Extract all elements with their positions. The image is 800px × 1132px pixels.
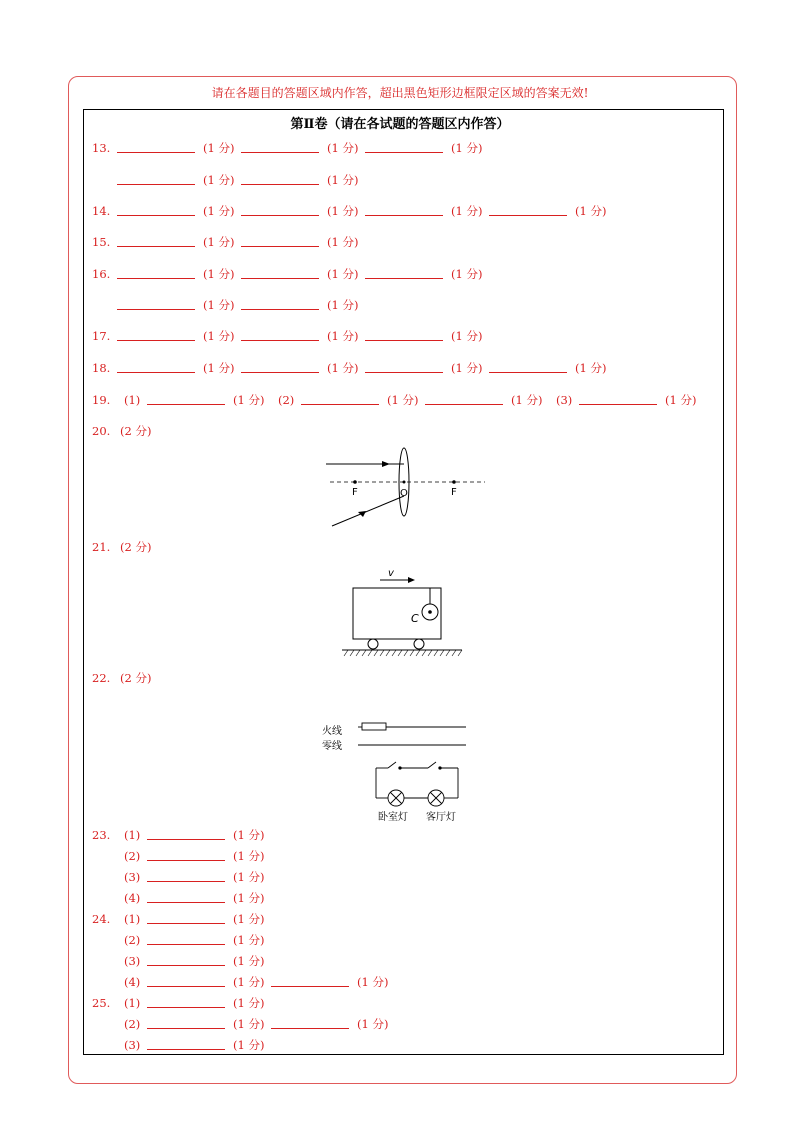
- ray-arrow-icon: [382, 461, 390, 467]
- bedroom-lamp-label: 卧室灯: [378, 812, 408, 823]
- points-label: (1 分): [665, 393, 697, 407]
- sub-question-label: (1): [124, 912, 141, 926]
- answer-blank[interactable]: [117, 234, 195, 251]
- focus-point-right: [452, 480, 456, 484]
- fuse: [362, 723, 386, 730]
- points-label: (1 分): [203, 141, 235, 155]
- points-label: (1 分): [233, 870, 265, 884]
- focus-label-right: F: [451, 487, 457, 498]
- question-23-row-3: [0, 869, 800, 885]
- live-wire-label: 火线: [322, 726, 342, 737]
- question-number: 18.: [92, 361, 111, 375]
- points-label: (1 分): [203, 204, 235, 218]
- sub-question-label: (2): [124, 849, 141, 863]
- answer-blank[interactable]: [147, 932, 225, 949]
- answer-blank[interactable]: [147, 974, 225, 991]
- answer-blank[interactable]: [117, 360, 195, 377]
- points-label: (1 分): [357, 975, 389, 989]
- neutral-wire-label: 零线: [322, 741, 342, 752]
- ray-arrow-icon: [358, 511, 366, 517]
- points-label: (1 分): [203, 329, 235, 343]
- lens-diagram: [320, 446, 490, 532]
- points-label: (1 分): [327, 298, 359, 312]
- answer-blank[interactable]: [147, 953, 225, 970]
- question-23-row-2: [0, 848, 800, 864]
- answer-blank[interactable]: [241, 328, 319, 345]
- wheel-right: [414, 639, 424, 649]
- points-label: (1 分): [575, 204, 607, 218]
- answer-blank[interactable]: [365, 328, 443, 345]
- answer-blank[interactable]: [147, 995, 225, 1012]
- points-label: (1 分): [233, 849, 265, 863]
- points-label: (1 分): [233, 1038, 265, 1052]
- sub-question-label: (2): [124, 933, 141, 947]
- question-24-row-2: [0, 932, 800, 948]
- points-label: (1 分): [327, 235, 359, 249]
- question-25-row-3: [0, 1037, 800, 1053]
- answer-blank[interactable]: [271, 1016, 349, 1033]
- sub-question-label: (4): [124, 891, 141, 905]
- sub-question-label: (3): [124, 870, 141, 884]
- points-label: (1 分): [203, 235, 235, 249]
- points-label: (1 分): [233, 393, 265, 407]
- points-label: (1 分): [387, 393, 419, 407]
- question-number: 16.: [92, 267, 111, 281]
- question-number: 15.: [92, 235, 111, 249]
- question-16-row: [0, 266, 800, 282]
- sub-question-label: (1): [124, 393, 141, 407]
- points-label: (1 分): [327, 361, 359, 375]
- points-label: (1 分): [451, 267, 483, 281]
- points-label: (1 分): [203, 267, 235, 281]
- answer-blank[interactable]: [365, 140, 443, 157]
- question-20-row: [0, 423, 800, 439]
- pendulum-pivot: [428, 610, 432, 614]
- answer-blank[interactable]: [147, 869, 225, 886]
- question-number: 20.: [92, 424, 111, 438]
- points-label: (2 分): [120, 671, 152, 685]
- answer-blank[interactable]: [365, 266, 443, 283]
- answer-blank[interactable]: [301, 392, 379, 409]
- answer-blank[interactable]: [241, 360, 319, 377]
- question-number: 13.: [92, 141, 111, 155]
- question-15-row: [0, 234, 800, 250]
- answer-blank[interactable]: [579, 392, 657, 409]
- bedroom-lamp-icon: [388, 790, 404, 806]
- question-21-row: [0, 539, 800, 555]
- wheel-left: [368, 639, 378, 649]
- answer-blank[interactable]: [271, 974, 349, 991]
- answer-notice: 请在各题目的答题区域内作答，超出黑色矩形边框限定区域的答案无效!: [211, 86, 589, 100]
- circuit-diagram: [320, 718, 470, 824]
- points-label: (1 分): [327, 141, 359, 155]
- question-number: 23.: [92, 828, 111, 842]
- points-label: (1 分): [327, 173, 359, 187]
- points-label: (1 分): [357, 1017, 389, 1031]
- question-24-row-1: [0, 911, 800, 927]
- question-25-row-1: [0, 995, 800, 1011]
- question-23-row-1: [0, 827, 800, 843]
- question-number: 14.: [92, 204, 111, 218]
- points-label: (1 分): [575, 361, 607, 375]
- answer-blank[interactable]: [147, 848, 225, 865]
- living-room-lamp-icon: [428, 790, 444, 806]
- points-label: (1 分): [511, 393, 543, 407]
- question-23-row-4: [0, 890, 800, 906]
- question-14-row: [0, 203, 800, 219]
- answer-blank[interactable]: [147, 911, 225, 928]
- points-label: (1 分): [451, 329, 483, 343]
- sub-question-label: (3): [556, 393, 573, 407]
- question-number: 22.: [92, 671, 111, 685]
- point-c-label: C: [411, 612, 419, 625]
- sub-question-label: (1): [124, 996, 141, 1010]
- sub-question-label: (4): [124, 975, 141, 989]
- question-24-row-4: [0, 974, 800, 990]
- points-label: (2 分): [120, 540, 152, 554]
- question-number: 24.: [92, 912, 111, 926]
- points-label: (1 分): [203, 361, 235, 375]
- question-17-row: [0, 328, 800, 344]
- sub-question-label: (1): [124, 828, 141, 842]
- question-24-row-3: [0, 953, 800, 969]
- points-label: (1 分): [233, 933, 265, 947]
- question-16-row-2: [0, 297, 800, 313]
- ground-hatching: [344, 650, 462, 656]
- cart-body: [353, 588, 441, 639]
- answer-blank[interactable]: [147, 392, 225, 409]
- points-label: (1 分): [233, 975, 265, 989]
- points-label: (2 分): [120, 424, 152, 438]
- answer-blank[interactable]: [117, 266, 195, 283]
- sub-question-label: (3): [124, 1038, 141, 1052]
- incident-ray-oblique: [332, 496, 404, 526]
- points-label: (1 分): [233, 912, 265, 926]
- answer-blank[interactable]: [241, 234, 319, 251]
- points-label: (1 分): [327, 204, 359, 218]
- answer-blank[interactable]: [241, 297, 319, 314]
- answer-blank[interactable]: [241, 140, 319, 157]
- question-number: 17.: [92, 329, 111, 343]
- answer-blank[interactable]: [117, 328, 195, 345]
- points-label: (1 分): [451, 204, 483, 218]
- answer-blank[interactable]: [489, 360, 567, 377]
- answer-blank[interactable]: [147, 1016, 225, 1033]
- center-label: O: [400, 488, 408, 499]
- answer-blank[interactable]: [241, 203, 319, 220]
- question-number: 21.: [92, 540, 111, 554]
- question-18-row: [0, 360, 800, 376]
- answer-blank[interactable]: [241, 266, 319, 283]
- sub-question-label: (2): [124, 1017, 141, 1031]
- question-22-row: [0, 670, 800, 686]
- points-label: (1 分): [233, 954, 265, 968]
- velocity-label: v: [388, 568, 394, 579]
- living-room-lamp-label: 客厅灯: [426, 812, 456, 823]
- points-label: (1 分): [451, 361, 483, 375]
- points-label: (1 分): [233, 891, 265, 905]
- answer-blank[interactable]: [241, 172, 319, 189]
- question-13-row-2: [0, 172, 800, 188]
- sub-question-label: (2): [278, 393, 295, 407]
- points-label: (1 分): [233, 1017, 265, 1031]
- points-label: (1 分): [203, 298, 235, 312]
- question-25-row-2: [0, 1016, 800, 1032]
- points-label: (1 分): [451, 141, 483, 155]
- question-19-row: [0, 392, 800, 408]
- points-label: (1 分): [233, 996, 265, 1010]
- arrow-head-icon: [408, 577, 415, 583]
- optical-center: [403, 481, 406, 484]
- focus-point-left: [353, 480, 357, 484]
- answer-blank[interactable]: [147, 1037, 225, 1054]
- question-13-row: [0, 140, 800, 156]
- points-label: (1 分): [327, 329, 359, 343]
- section-title: 第Ⅱ卷（请在各试题的答题区内作答）: [290, 117, 510, 132]
- answer-blank[interactable]: [117, 140, 195, 153]
- answer-blank[interactable]: [365, 360, 443, 377]
- question-number: 19.: [92, 393, 111, 407]
- answer-blank[interactable]: [489, 203, 567, 220]
- answer-blank[interactable]: [147, 827, 225, 844]
- sub-question-label: (3): [124, 954, 141, 968]
- cart-diagram: [338, 566, 466, 658]
- focus-label-left: F: [352, 487, 358, 498]
- answer-blank[interactable]: [365, 203, 443, 220]
- answer-blank[interactable]: [117, 172, 195, 189]
- answer-blank[interactable]: [117, 297, 195, 314]
- answer-blank[interactable]: [425, 392, 503, 409]
- points-label: (1 分): [327, 267, 359, 281]
- answer-blank[interactable]: [117, 203, 195, 220]
- lamp-circuit: [376, 762, 458, 798]
- answer-blank[interactable]: [147, 890, 225, 907]
- question-number: 25.: [92, 996, 111, 1010]
- points-label: (1 分): [233, 828, 265, 842]
- points-label: (1 分): [203, 173, 235, 187]
